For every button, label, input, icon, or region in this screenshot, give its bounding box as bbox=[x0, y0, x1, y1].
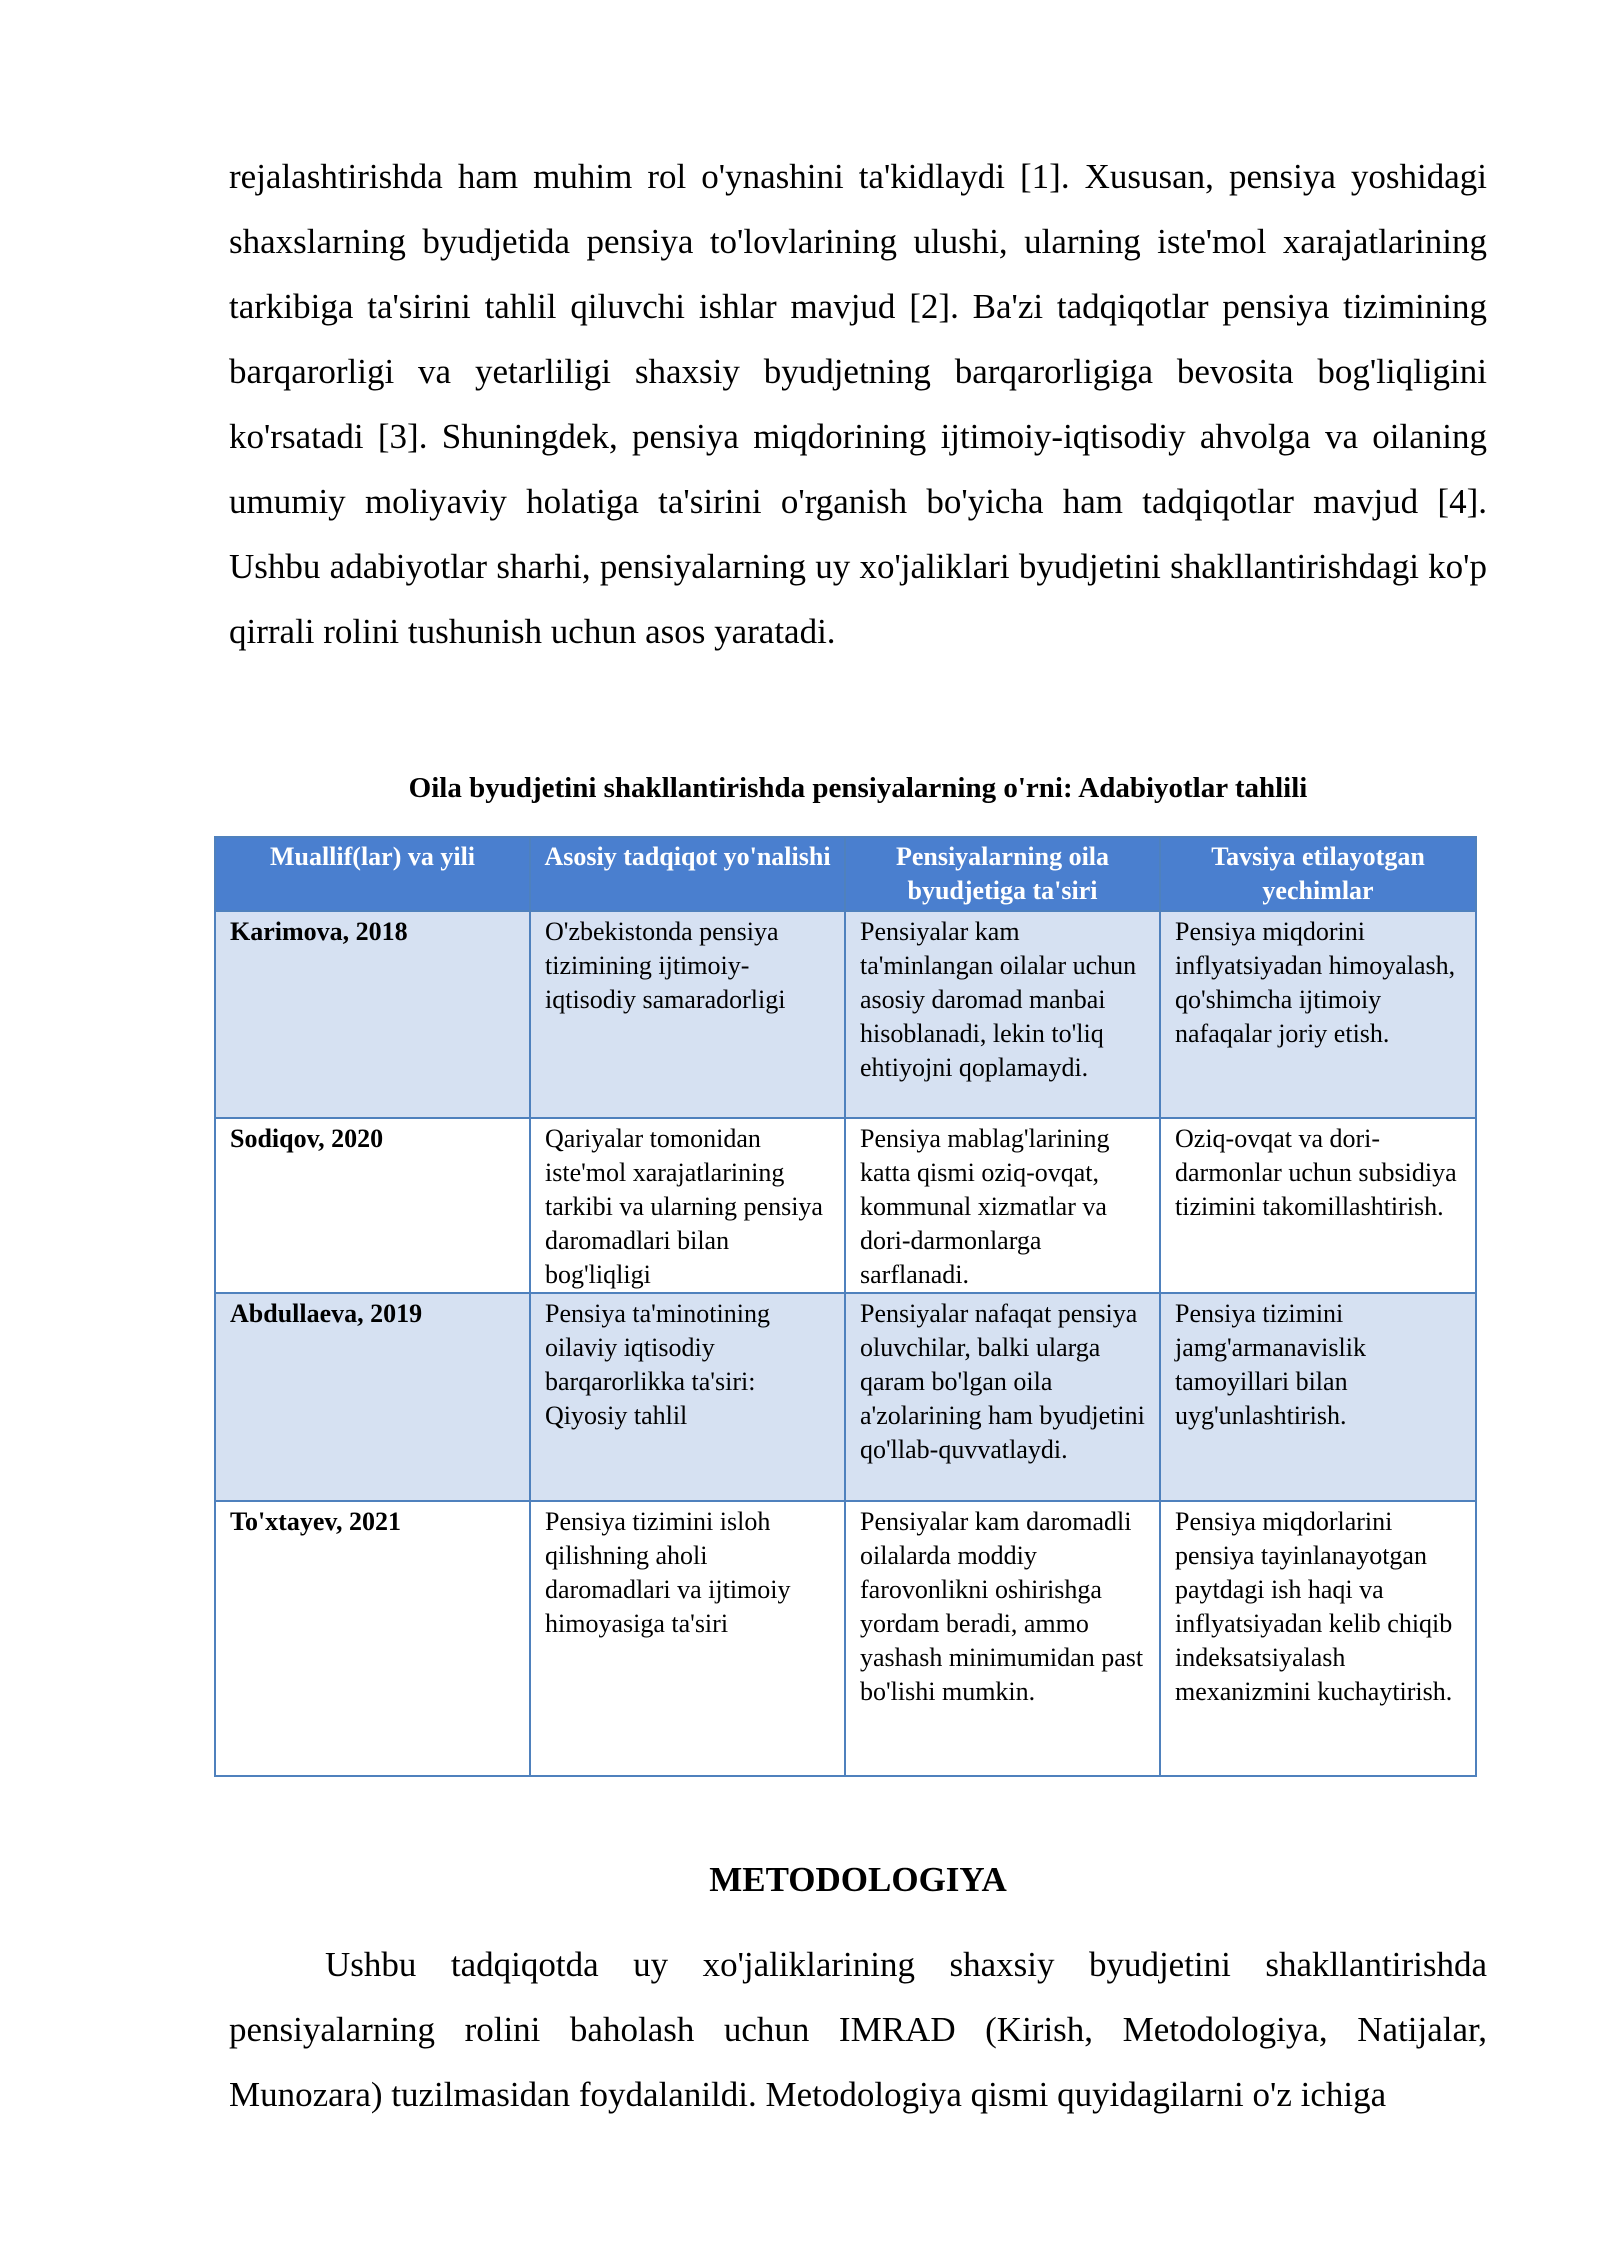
table-header-row bbox=[215, 837, 1476, 911]
header-solution: Tavsiya etilayotgan yechimlar bbox=[1160, 837, 1476, 911]
table-row bbox=[215, 1118, 1476, 1293]
cell-author: To'xtayev, 2021 bbox=[215, 1501, 530, 1776]
section-heading-methodology: METODOLOGIYA bbox=[709, 1860, 1007, 1899]
cell-solution: Pensiya miqdorlarini pensiya tayinlanayotgan paytdagi ish haqi va inflyatsiyadan kelib chiqib indeksatsiyalash mexanizmini kuchaytirish. bbox=[1160, 1501, 1476, 1776]
header-impact: Pensiyalarning oila byudjetiga ta'siri bbox=[845, 837, 1160, 911]
table-row bbox=[215, 1501, 1476, 1776]
header-author: Muallif(lar) va yili bbox=[215, 837, 530, 911]
literature-table bbox=[214, 836, 1477, 1777]
cell-focus: Qariyalar tomonidan iste'mol xarajatlarining tarkibi va ularning pensiya daromadlari bilan bog'liqligi bbox=[530, 1118, 845, 1293]
table-row bbox=[215, 911, 1476, 1118]
cell-author: Karimova, 2018 bbox=[215, 911, 530, 1118]
cell-impact: Pensiyalar nafaqat pensiya oluvchilar, balki ularga qaram bo'lgan oila a'zolarining ham byudjetini qo'llab-quvvatlaydi. bbox=[845, 1293, 1160, 1501]
cell-author: Abdullaeva, 2019 bbox=[215, 1293, 530, 1501]
header-focus: Asosiy tadqiqot yo'nalishi bbox=[530, 837, 845, 911]
cell-focus: Pensiya ta'minotining oilaviy iqtisodiy barqarorlikka ta'siri: Qiyosiy tahlil bbox=[530, 1293, 845, 1501]
cell-solution: Pensiya miqdorini inflyatsiyadan himoyalash, qo'shimcha ijtimoiy nafaqalar joriy etish. bbox=[1160, 911, 1476, 1118]
cell-impact: Pensiyalar kam ta'minlangan oilalar uchun asosiy daromad manbai hisoblanadi, lekin to'liq ehtiyojni qoplamaydi. bbox=[845, 911, 1160, 1118]
table-caption: Oila byudjetini shakllantirishda pensiyalarning o'rni: Adabiyotlar tahlili bbox=[408, 772, 1308, 804]
methodology-paragraph: Ushbu tadqiqotda uy xo'jaliklarining shaxsiy byudjetini shakllantirishda pensiyalarning rolini baholash uchun IMRAD (Kirish, Metodologiya, Natijalar, Munozara) tuzilmasidan foydalanildi. Metodologiya qismi quyidagilarni o'z ichiga bbox=[229, 1945, 1487, 2114]
cell-focus: Pensiya tizimini isloh qilishning aholi daromadlari va ijtimoiy himoyasiga ta'siri bbox=[530, 1501, 845, 1776]
cell-author: Sodiqov, 2020 bbox=[215, 1118, 530, 1293]
cell-impact: Pensiya mablag'larining katta qismi oziq-ovqat, kommunal xizmatlar va dori-darmonlarga sarflanadi. bbox=[845, 1118, 1160, 1293]
cell-focus: O'zbekistonda pensiya tizimining ijtimoiy-iqtisodiy samaradorligi bbox=[530, 911, 845, 1118]
table-row bbox=[215, 1293, 1476, 1501]
cell-solution: Oziq-ovqat va dori-darmonlar uchun subsidiya tizimini takomillashtirish. bbox=[1160, 1118, 1476, 1293]
intro-paragraph: rejalashtirishda ham muhim rol o'ynashini ta'kidlaydi [1]. Xususan, pensiya yoshidagi shaxslarning byudjetida pensiya to'lovlarining ulushi, ularning iste'mol xarajatlarining tarkibiga ta'sirini tahlil qiluvchi ishlar mavjud [2]. Ba'zi tadqiqotlar pensiya tizimining barqarorligi va yetarliligi shaxsiy byudjetning barqarorligiga bevosita bog'liqligini ko'rsatadi [3]. Shuningdek, pensiya miqdorining ijtimoiy-iqtisodiy ahvolga va oilaning umumiy moliyaviy holatiga ta'sirini o'rganish bo'yicha ham tadqiqotlar mavjud [4]. Ushbu adabiyotlar sharhi, pensiyalarning uy xo'jaliklari byudjetini shakllantirishdagi ko'p qirrali rolini tushunish uchun asos yaratadi. bbox=[229, 157, 1487, 651]
cell-solution: Pensiya tizimini jamg'armanavislik tamoyillari bilan uyg'unlashtirish. bbox=[1160, 1293, 1476, 1501]
cell-impact: Pensiyalar kam daromadli oilalarda moddiy farovonlikni oshirishga yordam beradi, ammo yashash minimumidan past bo'lishi mumkin. bbox=[845, 1501, 1160, 1776]
